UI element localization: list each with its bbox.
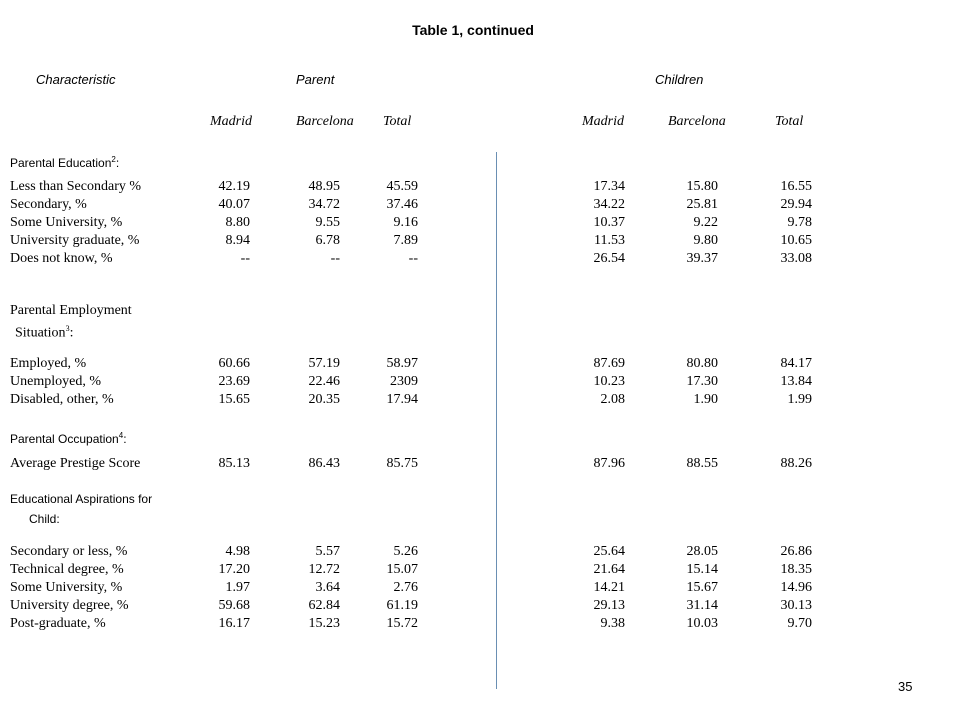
table-row bbox=[0, 250, 960, 267]
cell-children-barcelona: 9.22 bbox=[693, 215, 718, 230]
cell-children-barcelona: 25.81 bbox=[686, 197, 718, 212]
cell-children-madrid: 25.64 bbox=[593, 544, 625, 559]
subheader-parent-barcelona: Barcelona bbox=[296, 114, 354, 129]
cell-parent-total: 15.07 bbox=[386, 562, 418, 577]
cell-children-madrid: 21.64 bbox=[593, 562, 625, 577]
row-label: University graduate, % bbox=[10, 233, 140, 248]
cell-children-total: 33.08 bbox=[780, 251, 812, 266]
cell-parent-total: 5.26 bbox=[393, 544, 418, 559]
section-label: Parental Occupation bbox=[10, 432, 119, 446]
cell-parent-barcelona: 12.72 bbox=[308, 562, 340, 577]
row-label: Some University, % bbox=[10, 580, 123, 595]
header-characteristic: Characteristic bbox=[36, 72, 116, 87]
cell-parent-madrid: 15.65 bbox=[218, 392, 250, 407]
table-row bbox=[0, 597, 960, 614]
cell-children-madrid: 26.54 bbox=[593, 251, 625, 266]
cell-parent-madrid: 4.98 bbox=[225, 544, 250, 559]
subheader-children-total: Total bbox=[775, 114, 804, 129]
cell-children-total: 1.99 bbox=[787, 392, 812, 407]
cell-children-total: 16.55 bbox=[780, 179, 812, 194]
row-label: Technical degree, % bbox=[10, 562, 124, 577]
cell-children-total: 26.86 bbox=[780, 544, 812, 559]
table-row bbox=[0, 373, 960, 390]
table-row bbox=[0, 355, 960, 372]
header-children: Children bbox=[655, 72, 704, 87]
cell-children-barcelona: 15.80 bbox=[686, 179, 718, 194]
cell-parent-madrid: -- bbox=[240, 251, 250, 266]
cell-parent-total: 37.46 bbox=[386, 197, 418, 212]
cell-parent-total: 9.16 bbox=[393, 215, 418, 230]
subheader-parent-total: Total bbox=[383, 114, 412, 129]
cell-parent-total: 17.94 bbox=[386, 392, 418, 407]
cell-children-barcelona: 28.05 bbox=[686, 544, 718, 559]
cell-parent-barcelona: 57.19 bbox=[308, 356, 340, 371]
cell-parent-madrid: 85.13 bbox=[218, 456, 250, 471]
cell-parent-total: 2309 bbox=[390, 374, 418, 389]
row-label: Post-graduate, % bbox=[10, 616, 106, 631]
section-suffix: : bbox=[123, 432, 127, 446]
cell-parent-barcelona: 34.72 bbox=[308, 197, 340, 212]
subheader-children-barcelona: Barcelona bbox=[668, 114, 726, 129]
cell-children-total: 29.94 bbox=[780, 197, 812, 212]
table-row bbox=[0, 543, 960, 560]
section-label-line1: Parental Employment bbox=[10, 303, 132, 318]
cell-parent-barcelona: 15.23 bbox=[308, 616, 340, 631]
cell-children-total: 9.78 bbox=[787, 215, 812, 230]
cell-parent-barcelona: 86.43 bbox=[308, 456, 340, 471]
cell-children-madrid: 87.69 bbox=[593, 356, 625, 371]
cell-children-madrid: 11.53 bbox=[594, 233, 625, 248]
cell-parent-barcelona: 62.84 bbox=[308, 598, 340, 613]
section-label-line2: Situation bbox=[15, 325, 66, 341]
subheader-children-madrid: Madrid bbox=[582, 114, 624, 129]
cell-parent-total: 58.97 bbox=[386, 356, 418, 371]
cell-children-madrid: 34.22 bbox=[593, 197, 625, 212]
cell-parent-madrid: 16.17 bbox=[218, 616, 250, 631]
page-number: 35 bbox=[898, 679, 913, 694]
section-parental-education bbox=[10, 152, 119, 171]
cell-parent-madrid: 17.20 bbox=[218, 562, 250, 577]
table-row bbox=[0, 615, 960, 632]
cell-children-madrid: 29.13 bbox=[593, 598, 625, 613]
row-label: Secondary or less, % bbox=[10, 544, 128, 559]
cell-children-total: 9.70 bbox=[787, 616, 812, 631]
cell-parent-barcelona: 48.95 bbox=[308, 179, 340, 194]
row-label: Less than Secondary % bbox=[10, 179, 142, 194]
header-parent: Parent bbox=[296, 72, 335, 87]
cell-parent-madrid: 8.94 bbox=[225, 233, 250, 248]
table-row bbox=[0, 214, 960, 231]
cell-parent-barcelona: 20.35 bbox=[308, 392, 340, 407]
cell-parent-total: 45.59 bbox=[386, 179, 418, 194]
cell-parent-madrid: 59.68 bbox=[218, 598, 250, 613]
footnote-marker: 3 bbox=[65, 324, 70, 333]
row-label: Disabled, other, % bbox=[10, 392, 114, 407]
cell-children-madrid: 87.96 bbox=[593, 456, 625, 471]
cell-children-total: 14.96 bbox=[780, 580, 812, 595]
cell-children-total: 13.84 bbox=[780, 374, 812, 389]
cell-children-barcelona: 15.67 bbox=[686, 580, 718, 595]
cell-children-total: 84.17 bbox=[780, 356, 812, 371]
cell-children-madrid: 2.08 bbox=[600, 392, 625, 407]
cell-children-barcelona: 15.14 bbox=[686, 562, 718, 577]
cell-parent-madrid: 1.97 bbox=[225, 580, 250, 595]
cell-parent-total: -- bbox=[408, 251, 418, 266]
table-row bbox=[0, 232, 960, 249]
table-row bbox=[0, 579, 960, 596]
cell-parent-barcelona: 6.78 bbox=[315, 233, 340, 248]
cell-parent-total: 15.72 bbox=[386, 616, 418, 631]
cell-children-madrid: 14.21 bbox=[593, 580, 625, 595]
row-label: Unemployed, % bbox=[10, 374, 101, 389]
cell-children-barcelona: 10.03 bbox=[686, 616, 718, 631]
table-row bbox=[0, 196, 960, 213]
cell-children-total: 88.26 bbox=[780, 456, 812, 471]
cell-parent-barcelona: 9.55 bbox=[315, 215, 340, 230]
cell-children-barcelona: 39.37 bbox=[686, 251, 718, 266]
section-label-line1: Educational Aspirations for bbox=[10, 492, 153, 506]
cell-children-barcelona: 9.80 bbox=[693, 233, 718, 248]
table-title: Table 1, continued bbox=[412, 22, 534, 38]
cell-children-madrid: 10.23 bbox=[593, 374, 625, 389]
footnote-marker: 4 bbox=[118, 431, 124, 440]
cell-children-total: 30.13 bbox=[780, 598, 812, 613]
subheader-parent-madrid: Madrid bbox=[210, 114, 252, 129]
section-educational-aspirations bbox=[10, 491, 152, 527]
table-row bbox=[0, 178, 960, 195]
table-row bbox=[0, 455, 960, 472]
cell-parent-barcelona: 22.46 bbox=[308, 374, 340, 389]
cell-parent-barcelona: 3.64 bbox=[315, 580, 340, 595]
table-row bbox=[0, 391, 960, 408]
section-parental-employment bbox=[10, 302, 132, 343]
cell-parent-madrid: 8.80 bbox=[225, 215, 250, 230]
cell-children-barcelona: 31.14 bbox=[686, 598, 718, 613]
cell-children-barcelona: 88.55 bbox=[686, 456, 718, 471]
cell-children-total: 10.65 bbox=[780, 233, 812, 248]
cell-parent-total: 61.19 bbox=[386, 598, 418, 613]
cell-children-madrid: 10.37 bbox=[593, 215, 625, 230]
cell-parent-total: 7.89 bbox=[393, 233, 418, 248]
cell-children-barcelona: 80.80 bbox=[686, 356, 718, 371]
cell-parent-total: 2.76 bbox=[393, 580, 418, 595]
cell-children-barcelona: 17.30 bbox=[686, 374, 718, 389]
section-parental-occupation bbox=[10, 428, 127, 447]
section-suffix: : bbox=[69, 325, 74, 341]
cell-parent-madrid: 60.66 bbox=[218, 356, 250, 371]
cell-children-madrid: 17.34 bbox=[593, 179, 625, 194]
cell-parent-madrid: 40.07 bbox=[218, 197, 250, 212]
row-label: Employed, % bbox=[10, 356, 87, 371]
cell-children-total: 18.35 bbox=[780, 562, 812, 577]
footnote-marker: 2 bbox=[111, 155, 116, 164]
cell-children-barcelona: 1.90 bbox=[693, 392, 718, 407]
cell-parent-barcelona: 5.57 bbox=[315, 544, 340, 559]
section-suffix: : bbox=[115, 156, 120, 170]
cell-parent-madrid: 23.69 bbox=[218, 374, 250, 389]
cell-parent-barcelona: -- bbox=[330, 251, 340, 266]
section-label-line2: Child: bbox=[29, 512, 60, 526]
row-label: Does not know, % bbox=[10, 251, 113, 266]
cell-children-madrid: 9.38 bbox=[600, 616, 625, 631]
row-label: Some University, % bbox=[10, 215, 123, 230]
row-label: Secondary, % bbox=[10, 197, 87, 212]
cell-parent-madrid: 42.19 bbox=[218, 179, 250, 194]
cell-parent-total: 85.75 bbox=[386, 456, 418, 471]
section-label: Parental Education bbox=[10, 156, 112, 170]
row-label: Average Prestige Score bbox=[10, 456, 141, 471]
row-label: University degree, % bbox=[10, 598, 129, 613]
table-row bbox=[0, 561, 960, 578]
